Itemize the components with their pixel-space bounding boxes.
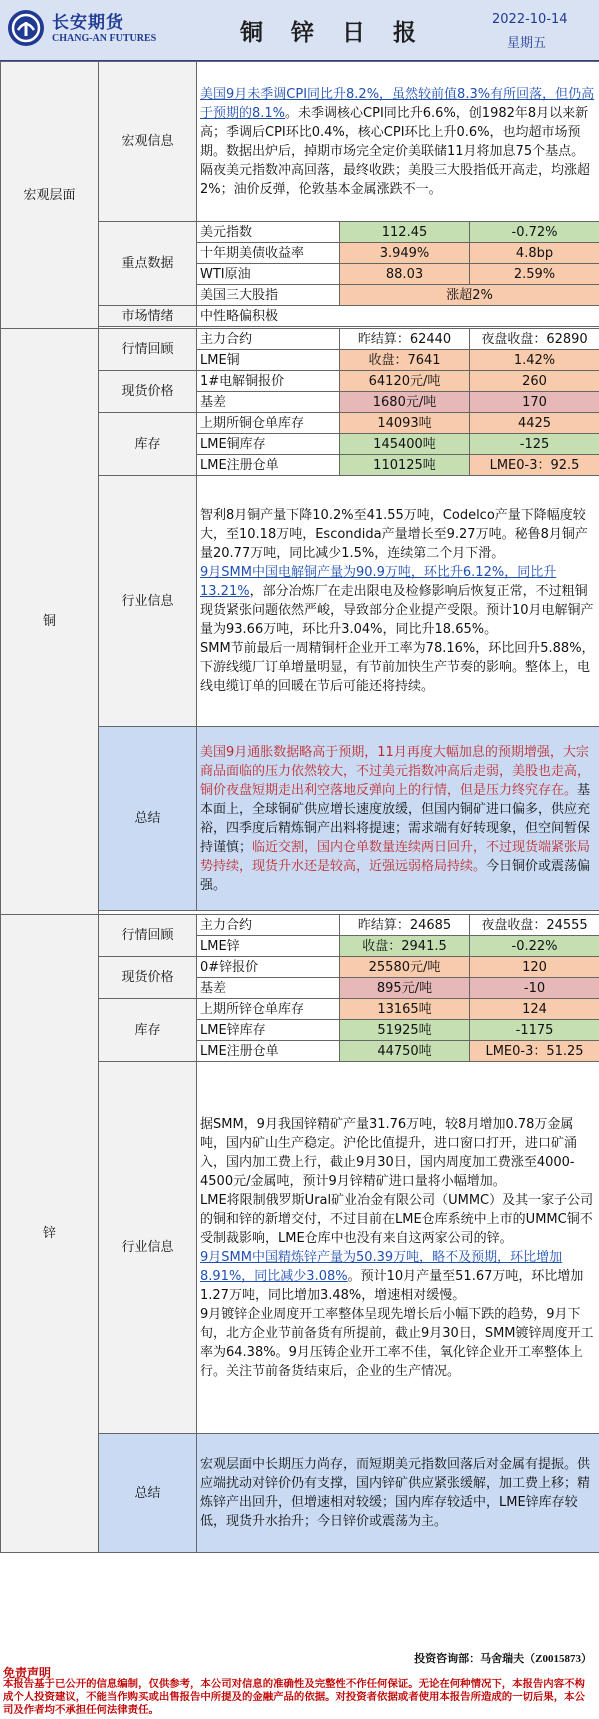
key-data-change: 2.59% (470, 264, 599, 285)
copper-ind-p2-rest: ，部分冶炼厂在走出限电及检修影响后恢复正常，不过粗铜现货紧张问题依然严峻，导致部分企业提产受限。预计10月电解铜产量为93.66万吨，环比升3.04%，同比升18.65%。 (200, 584, 594, 637)
macro-info-text (197, 62, 599, 222)
copper-inv-change: 4425 (470, 413, 599, 434)
copper-basis-name: 基差 (197, 392, 340, 413)
copper-reg-value: 110125吨 (340, 455, 470, 476)
zinc-ind-p1: 据SMM，9月我国锌精矿产量31.76万吨，较8月增加0.78万金属吨，国内矿山生产稳定。沪伦比值提升，进口窗口打开，进口矿涌入，国内加工费上行，截止9月30日，国内周度加工费涨至4000-4500元/金属吨，预计9月锌精矿进口量将小幅增加。 (200, 1116, 578, 1189)
report-title: 铜 锌 日 报 (240, 20, 427, 46)
copper-spot-name: 1#电解铜报价 (197, 371, 340, 392)
disclaimer-body: 本报告基于已公开的信息编制，仅供参考，本公司对信息的准确性及完整性不作任何保证。无论在何种情况下，本报告内容不构成个人投资建议，不能当作购买或出售报告中所提及的金融产品的依据。对投资者依据或者使用本报告所造成的一切后果，本公司及作者均不承担任何法律责任。 (3, 1679, 585, 1716)
zinc-basis-name: 基差 (197, 978, 340, 999)
copper-review-label: 行情回顾 (99, 329, 197, 371)
key-data-name: WTI原油 (197, 264, 340, 285)
copper-spot-label: 现货价格 (99, 371, 197, 413)
section-zinc: 锌 (1, 915, 99, 1553)
copper-sum-red2: 临近交割，国内仓单数量连续两日回升，不过现货端紧张局势持续，现货升水还是较高，近强远弱格局持续。 (200, 839, 591, 874)
copper-summary-label: 总结 (99, 727, 197, 911)
copper-industry-text (197, 476, 599, 727)
report-date: 2022-10-14 (492, 12, 568, 27)
copper-inv-change: -125 (470, 434, 599, 455)
copper-summary-text (197, 727, 599, 911)
copper-spot-change: 260 (470, 371, 599, 392)
copper-spot-price: 64120元/吨 (340, 371, 470, 392)
key-data-value: 112.45 (340, 222, 470, 243)
copper-reg-spread: LME0-3：92.5 (470, 455, 599, 476)
stock-index-value: 涨超2% (340, 285, 599, 306)
zinc-spot-name: 0#锌报价 (197, 957, 340, 978)
sentiment-label: 市场情绪 (99, 306, 197, 327)
section-copper: 铜 (1, 329, 99, 915)
zinc-inv-change: 124 (470, 999, 599, 1020)
zinc-ind-p3-lead: 9月SMM中国精炼锌产量为50.39万吨，略不及预期，环比增加8.91%，同比减少3.08% (200, 1249, 563, 1284)
copper-industry-label: 行业信息 (99, 476, 197, 727)
zinc-ind-p3-rest: 。预计10月产量至51.67万吨，环比增加1.27万吨，同比增加3.48%，增速相对缓慢。 (200, 1268, 584, 1303)
copper-ind-p1: 智利8月铜产量下降10.2%至41.55万吨，Codelco产量下降幅度较大，至10.18万吨，Escondida产量增长至9.27万吨。秘鲁8月铜产量20.77万吨，同比减少1.5%，连续第二个月下滑。 (200, 508, 588, 561)
section-macro: 宏观层面 (1, 62, 99, 329)
zinc-lme-change: -0.22% (470, 936, 599, 957)
zinc-inventory-label: 库存 (99, 999, 197, 1062)
changan-logo-icon (6, 8, 46, 48)
zinc-inv-name: 上期所锌仓单库存 (197, 999, 340, 1020)
macro-info-p2: 隔夜美元指数冲高回落，最终收跌；美股三大股指低开高走，均涨超2%；油价反弹，伦敦基本金属涨跌不一。 (200, 162, 591, 197)
zinc-lme-name: LME锌 (197, 936, 340, 957)
copper-sum-black1: 基本面上，全球铜矿供应增长速度放缓，但国内铜矿进口偏多，供应充裕，四季度后精炼铜产出料将提速；需求端有好转现象，但空间暂保持谨慎； (200, 782, 591, 855)
zinc-basis-change: -10 (470, 978, 599, 999)
macro-info-lead: 美国9月未季调CPI同比升8.2%，虽然较前值8.3%有所回落，但仍高于预期的8.1% (200, 86, 595, 121)
zinc-industry-text (197, 1062, 599, 1434)
copper-basis-value: 1680元/吨 (340, 392, 470, 413)
zinc-lme-close: 收盘：2941.5 (340, 936, 470, 957)
key-data-label: 重点数据 (99, 222, 197, 306)
key-data-change: -0.72% (470, 222, 599, 243)
brand-name-en: CHANG-AN FUTURES (52, 33, 157, 44)
zinc-inv-change: -1175 (470, 1020, 599, 1041)
key-data-name: 美元指数 (197, 222, 340, 243)
zinc-ind-p2: LME将限制俄罗斯Ural矿业冶金有限公司（UMMC）及其一家子公司的铜和锌的新增交付，不过目前在LME仓库系统中上市的UMMC铜不受制裁影响，LME仓库中也没有来自这两家公司的锌。 (200, 1192, 594, 1246)
copper-lme-change: 1.42% (470, 350, 599, 371)
copper-ind-p3: SMM节前最后一周精铜杆企业开工率为78.16%，环比回升5.88%，下游线缆厂订单增量明显，有节前加快生产节奏的影响。整体上，电线电缆订单的回暖在节后可能还将持续。 (200, 641, 595, 694)
zinc-ind-p4: 9月镀锌企业周度开工率整体呈现先增长后小幅下跌的趋势，9月下旬，北方企业节前备货有所提前，截止9月30日，SMM镀锌周度开工率为64.38%。9月压铸企业开工率不佳，氧化锌企业开工率整体上行。关注节前备货结束后，企业的生产情况。 (200, 1306, 594, 1379)
key-data-value: 3.949% (340, 243, 470, 264)
zinc-spot-label: 现货价格 (99, 957, 197, 999)
stock-index-name: 美国三大股指 (197, 285, 340, 306)
copper-lme-close: 收盘：7641 (340, 350, 470, 371)
copper-night-close: 夜盘收盘：62890 (470, 329, 599, 350)
report-table (0, 61, 599, 1553)
analyst-credit: 投资咨询部：马舍瑞夫（Z0015873） (414, 1653, 592, 1665)
copper-reg-name: LME注册仓单 (197, 455, 340, 476)
zinc-reg-spread: LME0-3：51.25 (470, 1041, 599, 1062)
zinc-reg-value: 44750吨 (340, 1041, 470, 1062)
copper-inventory-label: 库存 (99, 413, 197, 476)
copper-ind-p2-lead: 9月SMM中国电解铜产量为90.9万吨，环比升6.12%，同比升13.21% (200, 565, 557, 599)
copper-sum-black2: 今日铜价或震荡偏强。 (200, 858, 591, 893)
zinc-inv-value: 51925吨 (340, 1020, 470, 1041)
zinc-spot-price: 25580元/吨 (340, 957, 470, 978)
copper-inv-name: LME铜库存 (197, 434, 340, 455)
copper-basis-change: 170 (470, 392, 599, 413)
key-data-name: 十年期美债收益率 (197, 243, 340, 264)
copper-lme-name: LME铜 (197, 350, 340, 371)
sentiment-value: 中性略偏积极 (197, 306, 599, 327)
key-data-change: 4.8bp (470, 243, 599, 264)
copper-prev-settle: 昨结算：62440 (340, 329, 470, 350)
zinc-review-label: 行情回顾 (99, 915, 197, 957)
key-data-value: 88.03 (340, 264, 470, 285)
zinc-industry-label: 行业信息 (99, 1062, 197, 1434)
report-weekday: 星期五 (507, 36, 547, 51)
report-header (0, 0, 599, 62)
zinc-night-close: 夜盘收盘：24555 (470, 915, 599, 936)
zinc-prev-settle: 昨结算：24685 (340, 915, 470, 936)
brand-name-cn: 长安期货 (52, 13, 124, 33)
zinc-inv-name: LME锌库存 (197, 1020, 340, 1041)
zinc-reg-name: LME注册仓单 (197, 1041, 340, 1062)
copper-inv-value: 145400吨 (340, 434, 470, 455)
macro-info-rest: 。未季调核心CPI同比升6.6%，创1982年8月以来新高；季调后CPI环比0.4%，核心CPI环比上升0.6%，也均超市场预期。数据出炉后，掉期市场完全定价美联储11月将加息75个基点。 (200, 105, 589, 159)
zinc-summary-label: 总结 (99, 1434, 197, 1553)
zinc-summary-text: 宏观层面中长期压力尚存，而短期美元指数回落后对金属有提振。供应端扰动对锌价仍有支撑，国内锌矿供应紧张缓解，加工费上移；精炼锌产出回升，但增速相对较缓；国内库存较适中，LME锌库存较低，现货升水抬升；今日锌价或震荡为主。 (197, 1434, 599, 1553)
zinc-inv-value: 13165吨 (340, 999, 470, 1020)
zinc-basis-value: 895元/吨 (340, 978, 470, 999)
macro-info-label: 宏观信息 (99, 62, 197, 222)
copper-main-contract: 主力合约 (197, 329, 340, 350)
zinc-main-contract: 主力合约 (197, 915, 340, 936)
copper-inv-name: 上期所铜仓单库存 (197, 413, 340, 434)
zinc-spot-change: 120 (470, 957, 599, 978)
copper-inv-value: 14093吨 (340, 413, 470, 434)
disclaimer-title: 免责声明 (3, 1666, 52, 1680)
copper-sum-red1: 美国9月通胀数据略高于预期，11月再度大幅加息的预期增强，大宗商品面临的压力依然较大，不过美元指数冲高后走弱，美股也走高，铜价夜盘短期走出利空落地反弹向上的行情，但是压力终究存在。 (200, 744, 591, 798)
